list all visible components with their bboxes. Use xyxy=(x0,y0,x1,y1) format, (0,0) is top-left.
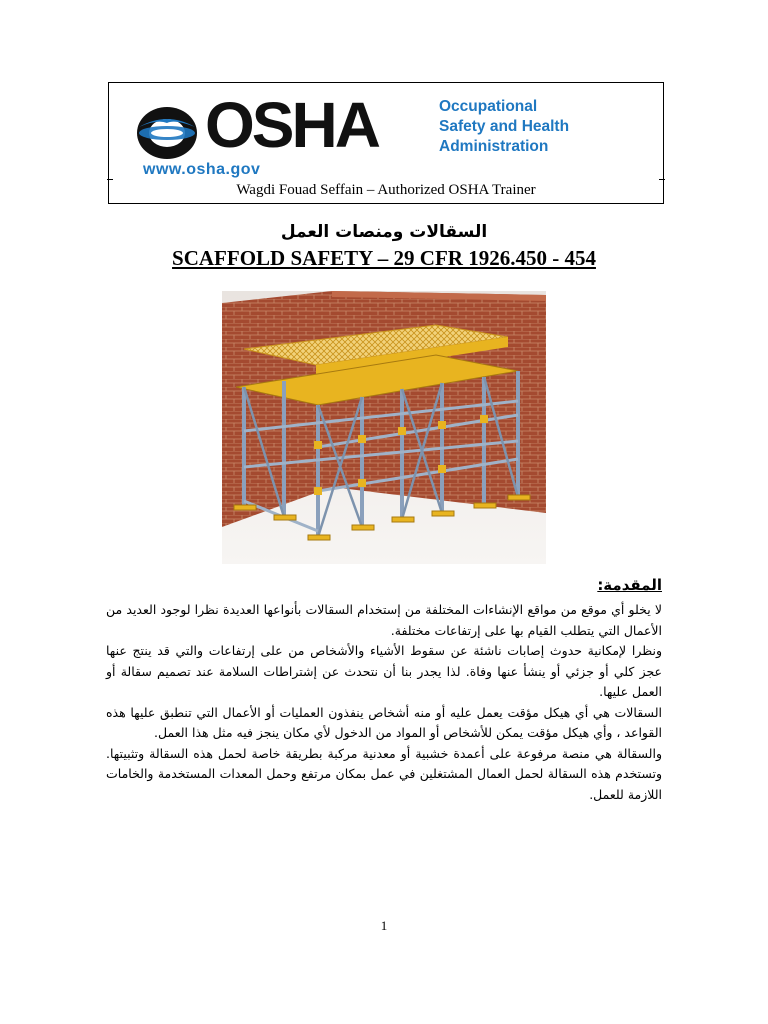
intro-paragraph-3: السقالات هي أي هيكل مؤقت يعمل عليه أو منه أشخاص ينفذون العمليات أو الأعمال التي تنطبق عليها هذه القواعد ، وأي هيكل مؤقت يمكن للأشخاص أو المواد من الدخول لأي مكان ينجز فيه مثل هذا العمل. xyxy=(106,704,662,740)
osha-header xyxy=(108,82,664,204)
agency-line-3: Administration xyxy=(439,138,549,155)
osha-wordmark: OSHA xyxy=(205,89,378,161)
osha-url: www.osha.gov xyxy=(143,161,261,178)
intro-paragraph-2: ونظرا لإمكانية حدوث إصابات ناشئة عن سقوط الأشياء والأشخاص من على إرتفاعات والتي قد ينتج عنها عجز كلي أو جزئي أو ينشأ عنها وفاة. لذا يجدر بنا أن نتحدث عن إشتراطات السلامة عند تصميم سقالة أو العمل عليها. xyxy=(106,643,662,699)
scaffold-illustration xyxy=(222,291,546,564)
intro-paragraph-4: والسقالة هي منصة مرفوعة على أعمدة خشبية أو معدنية مركبة بطريقة خاصة لحمل هذه السقالة وتثبيتها. وتستخدم هذه السقالة لحمل العمال المشتغلين في عمل بمكان مرتفع وحمل المعدات المستخدمة والخامات اللازمة للعمل. xyxy=(106,745,662,802)
page-number: 1 xyxy=(380,918,388,933)
trainer-credit: Wagdi Fouad Seffain – Authorized OSHA Trainer xyxy=(236,182,536,198)
agency-line-2: Safety and Health xyxy=(439,118,570,135)
agency-line-1: Occupational xyxy=(439,98,538,115)
intro-heading: المقدمة: xyxy=(597,576,662,594)
title-english: SCAFFOLD SAFETY – 29 CFR 1926.450 - 454 xyxy=(172,246,596,270)
intro-paragraph-1: لا يخلو أي موقع من مواقع الإنشاءات المختلفة من إستخدام السقالات بأنواعها العديدة نظرا لوجود العديد من الأعمال التي يتطلب القيام بها على إرتفاعات مختلفة. xyxy=(106,602,662,638)
agency-name xyxy=(439,97,569,157)
title-arabic: السقالات ومنصات العمل xyxy=(280,222,488,242)
intro-body xyxy=(106,600,662,805)
